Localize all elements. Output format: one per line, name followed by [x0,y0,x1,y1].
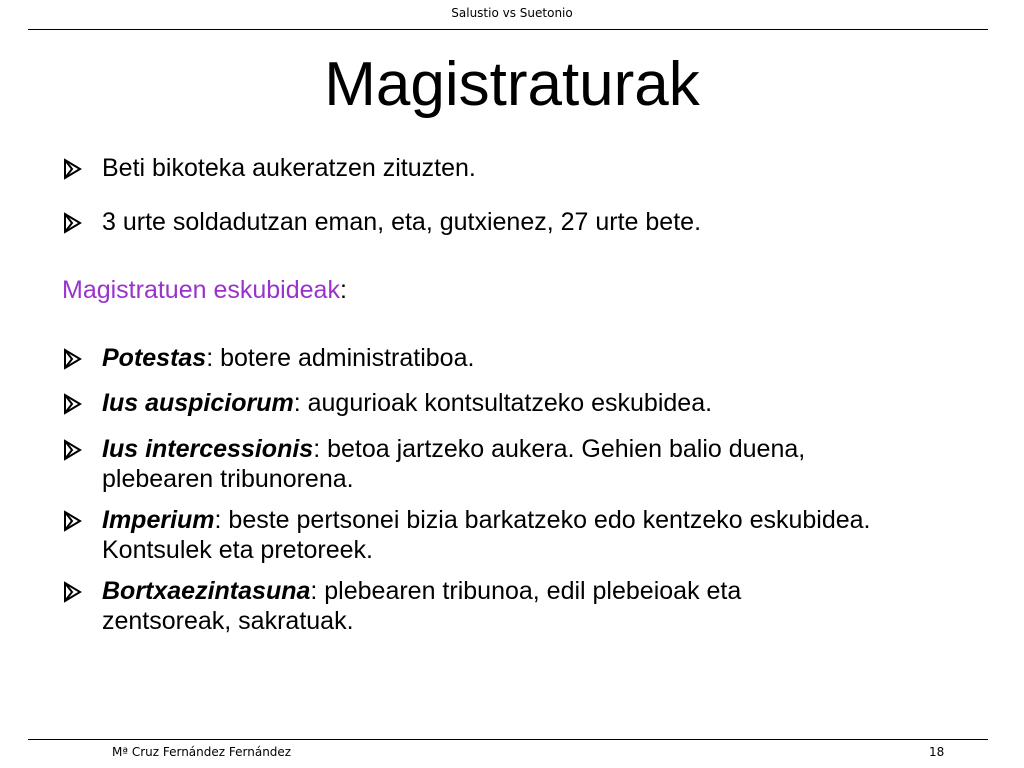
bullet-text: 3 urte soldadutzan eman, eta, gutxienez, 27 urte bete. [102,208,702,236]
arrow-bullet-icon [62,343,90,373]
bullet-text [102,388,1002,418]
bullet-text [102,505,1002,565]
bullet-text: Beti bikoteka aukeratzen zituzten. [102,154,476,182]
arrow-bullet-icon [62,388,90,418]
bullet-rest: : beste pertsonei bizia barkatzeko edo kentzeko eskubidea. [214,506,871,534]
bullet-rest-line2: Kontsulek eta pretoreek. [102,536,373,564]
footer-author: Mª Cruz Fernández Fernández [112,745,292,759]
slide-title: Magistraturak [324,50,700,119]
arrow-bullet-icon [62,434,90,464]
footer-rule [28,739,988,740]
header-rule [28,29,988,30]
arrow-bullet-icon [62,576,90,606]
running-header: Salustio vs Suetonio [451,6,573,20]
bullet-text [102,343,1002,373]
subheading-label: Magistratuen eskubideak [62,276,340,304]
bullet-term: Imperium [102,506,215,534]
arrow-bullet-icon [62,207,90,237]
bullet-rest-line2: plebearen tribunorena. [102,465,354,493]
bullet-term: Potestas [102,344,207,372]
bullet-rest: : augurioak kontsultatzeko eskubidea. [293,389,713,417]
arrow-bullet-icon [62,505,90,535]
bullet-term: Bortxaezintasuna [102,577,311,605]
bullet-text [102,576,1002,636]
bullet-term: Ius auspiciorum [102,389,294,417]
rights-subheading [62,275,347,305]
subheading-colon: : [339,276,347,304]
arrow-bullet-icon [62,153,90,183]
bullet-rest: : betoa jartzeko aukera. Gehien balio duena, [313,435,806,463]
bullet-rest-line2: zentsoreak, sakratuak. [102,607,354,635]
bullet-term: Ius intercessionis [102,435,314,463]
bullet-rest: : plebearen tribunoa, edil plebeioak eta [310,577,742,605]
bullet-rest: : botere administratiboa. [206,344,475,372]
bullet-text [102,434,1002,494]
page-number: 18 [929,745,945,759]
